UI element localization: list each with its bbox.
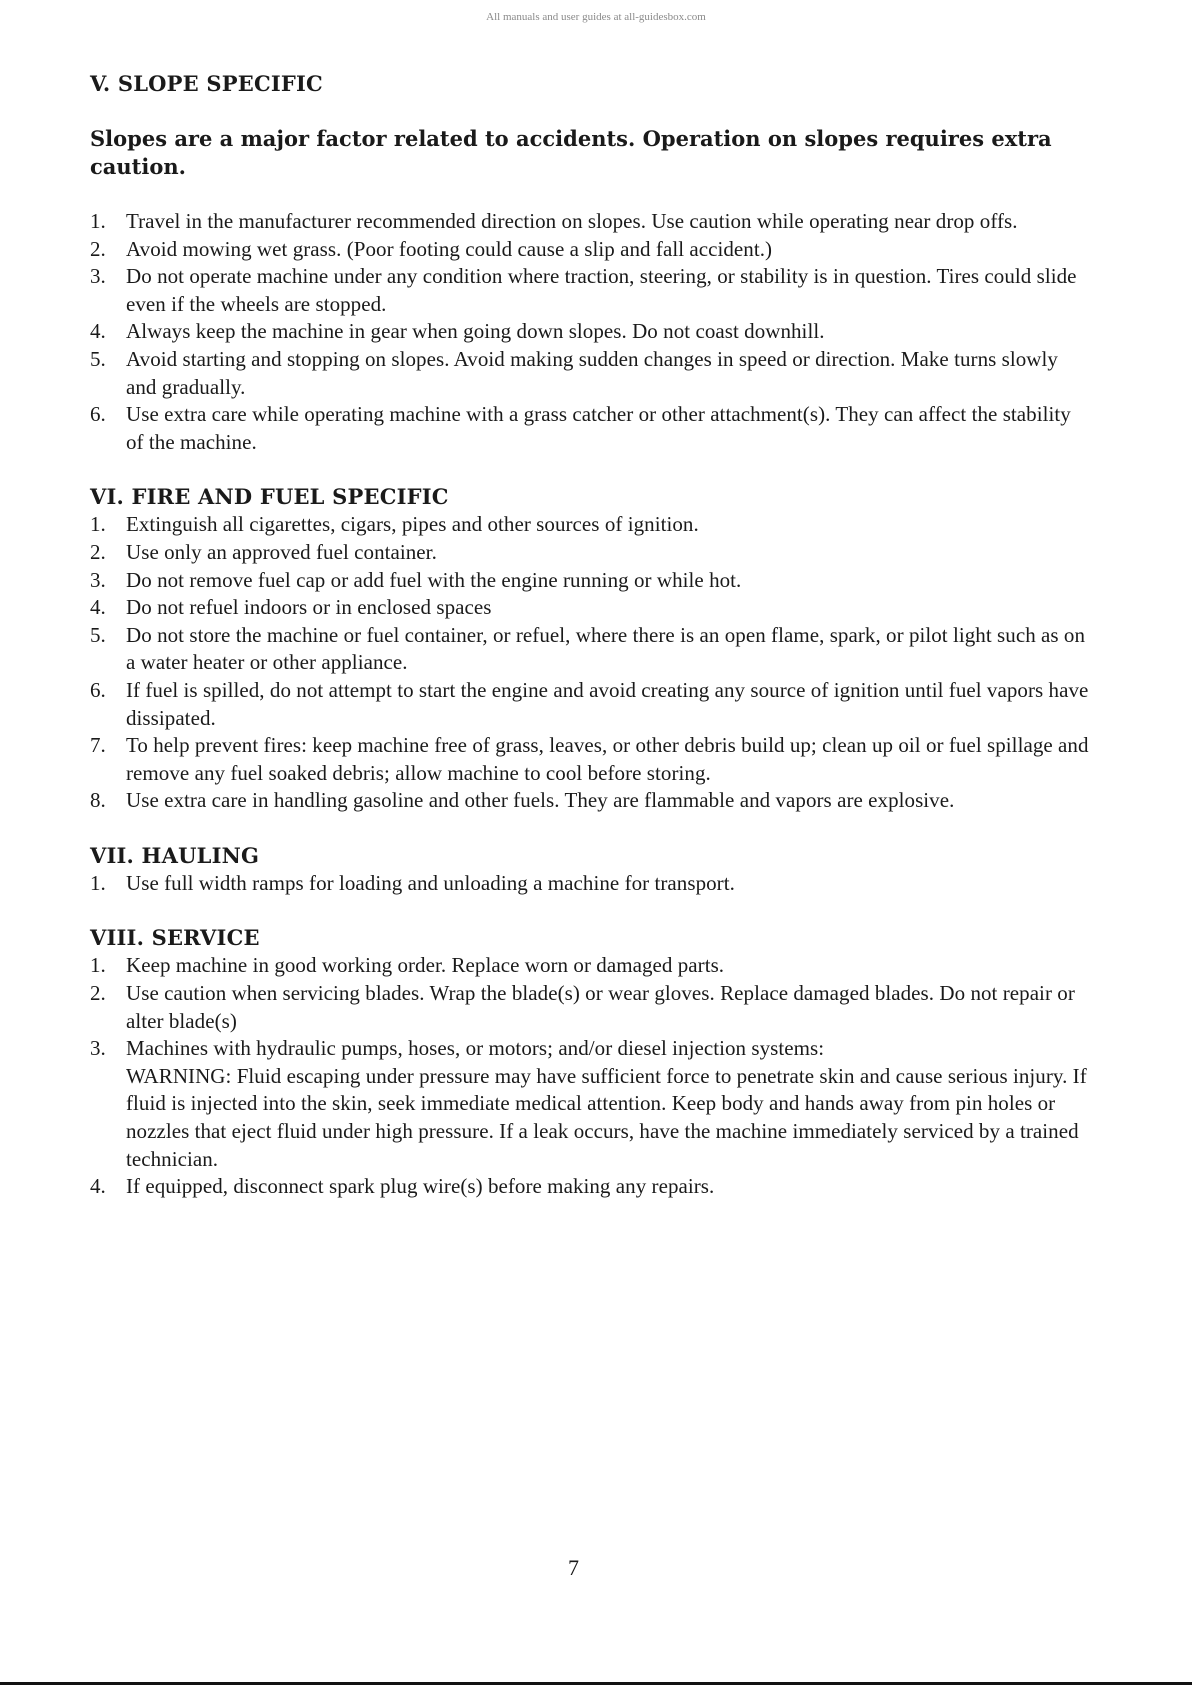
list-item xyxy=(90,787,1090,815)
item-number: 1. xyxy=(90,209,106,233)
section-heading-service: VIII. SERVICE xyxy=(90,925,260,951)
fire-list xyxy=(90,511,1090,815)
item-number: 6. xyxy=(90,677,106,702)
item-text: Do not operate machine under any condition where traction, steering, or stability is in question. Tires could slide even if the wheels are stopped. xyxy=(126,264,1077,316)
item-text: Use full width ramps for loading and unloading a machine for transport. xyxy=(126,870,735,895)
item-number: 2. xyxy=(90,539,106,564)
item-number: 2. xyxy=(90,981,106,1006)
list-item xyxy=(90,732,1090,787)
item-text: If fuel is spilled, do not attempt to start the engine and avoid creating any source of ignition until fuel vapors have dissipated. xyxy=(126,677,1089,730)
item-number: 4. xyxy=(90,595,106,620)
list-item xyxy=(90,677,1090,732)
item-number: 4. xyxy=(90,1174,106,1199)
item-number: 3. xyxy=(90,264,106,289)
item-text: Always keep the machine in gear when going down slopes. Do not coast downhill. xyxy=(126,319,825,344)
item-text: To help prevent fires: keep machine free of grass, leaves, or other debris build up; clean up oil or fuel spillage and remove any fuel soaked debris; allow machine to cool before storing. xyxy=(126,733,1089,785)
item-text: Avoid mowing wet grass. (Poor footing could cause a slip and fall accident.) xyxy=(126,236,773,261)
item-number: 1. xyxy=(90,512,106,537)
item-number: 7. xyxy=(90,733,106,758)
slope-intro: Slopes are a major factor related to accidents. Operation on slopes requires extra caution. xyxy=(90,126,1052,179)
item-text: Use extra care while operating machine with a grass catcher or other attachment(s). They can affect the stability of the machine. xyxy=(126,402,1071,454)
item-text: If equipped, disconnect spark plug wire(s) before making any repairs. xyxy=(126,1174,715,1199)
list-item xyxy=(90,870,1090,898)
slope-list xyxy=(90,208,1090,456)
section-fire-fuel xyxy=(90,483,1090,815)
list-item xyxy=(90,1035,1090,1173)
hauling-list xyxy=(90,870,1090,898)
item-number: 1. xyxy=(90,953,106,978)
list-item xyxy=(90,401,1090,456)
list-item xyxy=(90,952,1090,980)
item-number: 3. xyxy=(90,1036,106,1061)
item-text: Do not remove fuel cap or add fuel with the engine running or while hot. xyxy=(126,567,742,592)
list-item xyxy=(90,236,1090,264)
section-service xyxy=(90,924,1090,1200)
item-text: Do not refuel indoors or in enclosed spaces xyxy=(126,595,492,620)
item-number: 6. xyxy=(90,402,106,427)
section-hauling xyxy=(90,842,1090,898)
list-item xyxy=(90,567,1090,595)
list-item xyxy=(90,208,1090,236)
list-item xyxy=(90,318,1090,346)
item-text: Use only an approved fuel container. xyxy=(126,539,437,564)
item-text: Use extra care in handling gasoline and other fuels. They are flammable and vapors are explosive. xyxy=(126,788,955,813)
section-heading-slope: V. SLOPE SPECIFIC xyxy=(90,71,323,96)
item-number: 3. xyxy=(90,567,106,592)
item-number: 1. xyxy=(90,870,106,895)
page-content xyxy=(90,70,1090,1228)
item-text: Extinguish all cigarettes, cigars, pipes and other sources of ignition. xyxy=(126,512,699,537)
page-number: 7 xyxy=(568,1555,579,1580)
list-item xyxy=(90,1173,1090,1201)
item-number: 4. xyxy=(90,319,106,344)
item-number: 5. xyxy=(90,622,106,647)
list-item xyxy=(90,263,1090,318)
list-item xyxy=(90,980,1090,1035)
warning-text: WARNING: Fluid escaping under pressure may have sufficient force to penetrate skin and cause serious injury. If fluid is injected into the skin, seek immediate medical attention. Keep body and hands away from pin holes or nozzles that eject fluid under high pressure. If a leak occurs, have the machine immediately serviced by a trained technician. xyxy=(126,1063,1087,1171)
item-text: Avoid starting and stopping on slopes. Avoid making sudden changes in speed or direction. Make turns slowly and gradually. xyxy=(126,346,1058,399)
list-item xyxy=(90,622,1090,677)
service-list xyxy=(90,952,1090,1200)
item-text: Machines with hydraulic pumps, hoses, or motors; and/or diesel injection systems: xyxy=(126,1036,825,1061)
item-text: Do not store the machine or fuel container, or refuel, where there is an open flame, spark, or pilot light such as on a water heater or other appliance. xyxy=(126,622,1086,675)
watermark: All manuals and user guides at all-guidesbox.com xyxy=(486,11,706,23)
section-heading-hauling: VII. HAULING xyxy=(90,842,260,868)
item-text: Keep machine in good working order. Replace worn or damaged parts. xyxy=(126,953,725,978)
item-number: 2. xyxy=(90,236,106,261)
list-item xyxy=(90,594,1090,622)
item-number: 5. xyxy=(90,346,106,371)
section-slope xyxy=(90,70,1090,456)
section-heading-fire-fuel: VI. FIRE AND FUEL SPECIFIC xyxy=(90,484,449,510)
list-item xyxy=(90,346,1090,401)
item-number: 8. xyxy=(90,788,106,813)
item-text: Use caution when servicing blades. Wrap the blade(s) or wear gloves. Replace damaged blades. Do not repair or alter blade(s) xyxy=(126,981,1075,1033)
list-item xyxy=(90,539,1090,567)
list-item xyxy=(90,511,1090,539)
item-text: Travel in the manufacturer recommended direction on slopes. Use caution while operating near drop offs. xyxy=(126,209,1018,233)
